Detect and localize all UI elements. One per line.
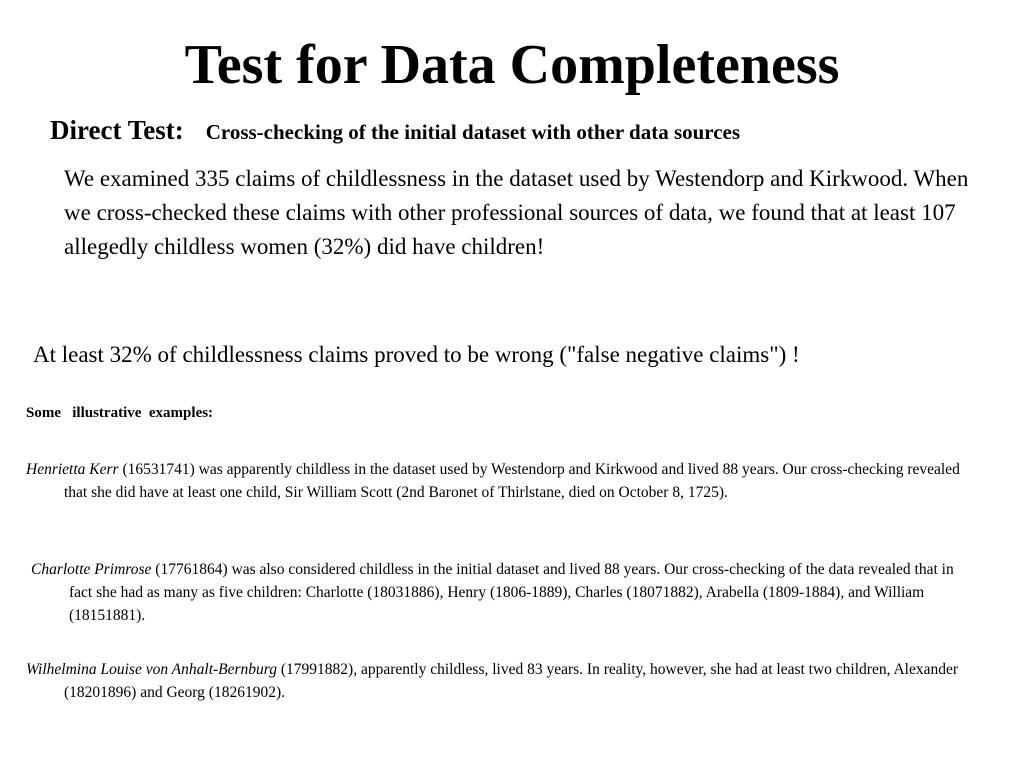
example-item <box>26 658 964 704</box>
example-name: Henrietta Kerr <box>26 461 119 478</box>
example-item <box>31 558 969 627</box>
slide-title: Test for Data Completeness <box>184 34 840 96</box>
example-text: (16531741) was apparently childless in the dataset used by Westendorp and Kirkwood and lived 88 years. Our cross-checking revealed that she did have at least one child, Sir William Scott (2nd Baronet of Thirlstane, died on October 8, 1725). <box>64 461 960 501</box>
example-text: (17761864) was also considered childless in the initial dataset and lived 88 years. Our cross-checking of the data revealed that in fact she had as many as five children: Charlotte (18031886), Henry (1806-1889), Charles (18071882), Arabella (1809-1884), and William (18151881). <box>69 561 954 624</box>
example-name: Wilhelmina Louise von Anhalt-Bernburg <box>26 661 277 678</box>
examples-heading: Some illustrative examples: <box>26 405 214 421</box>
example-item <box>26 458 964 504</box>
subtitle-lead: Direct Test: <box>50 115 184 145</box>
example-name: Charlotte Primrose <box>31 561 152 578</box>
slide-subtitle <box>50 115 740 146</box>
example-text: (17991882), apparently childless, lived 83 years. In reality, however, she had at least two children, Alexander (18201896) and Georg (18261902). <box>64 661 959 701</box>
intro-paragraph: We examined 335 claims of childlessness in the dataset used by Westendorp and Kirkwood. When we cross-checked these claims with other professional sources of data, we found that at least 107 allegedly childless women (32%) did have children! <box>64 166 969 259</box>
summary-statement: At least 32% of childlessness claims proved to be wrong ("false negative claims") ! <box>33 342 800 367</box>
subtitle-description: Cross-checking of the initial dataset with other data sources <box>205 120 741 144</box>
